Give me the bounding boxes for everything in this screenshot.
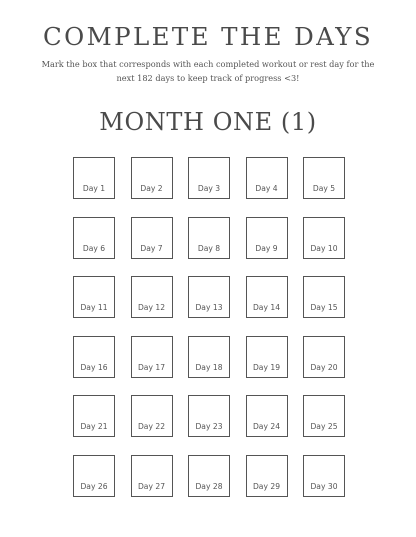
day-label: Day 14 [252, 303, 281, 312]
day-checkbox-19[interactable] [246, 336, 288, 378]
day-checkbox-6[interactable] [73, 217, 115, 259]
day-label: Day 30 [310, 481, 338, 491]
day-checkbox-23[interactable] [188, 395, 230, 437]
day-label: Day 4 [255, 184, 278, 193]
day-checkbox-13[interactable] [188, 276, 230, 318]
day-checkbox-3[interactable] [188, 157, 230, 199]
day-checkbox-21[interactable] [73, 395, 115, 437]
day-label: Day 13 [195, 303, 223, 312]
day-checkbox-25[interactable] [303, 395, 345, 437]
day-checkbox-28[interactable] [188, 455, 230, 497]
day-label: Day 20 [310, 362, 338, 372]
day-checkbox-11[interactable] [73, 276, 115, 318]
day-label: Day 2 [140, 184, 163, 193]
day-checkbox-8[interactable] [188, 217, 230, 259]
day-label: Day 22 [137, 422, 166, 431]
day-label: Day 25 [310, 422, 338, 431]
day-checkbox-30[interactable] [303, 455, 345, 497]
day-label: Day 26 [80, 481, 108, 491]
day-label: Day 11 [80, 303, 108, 312]
day-checkbox-29[interactable] [246, 455, 288, 497]
day-label: Day 10 [310, 243, 338, 253]
day-checkbox-9[interactable] [246, 217, 288, 259]
day-checkbox-27[interactable] [131, 455, 173, 497]
day-label: Day 12 [137, 303, 166, 312]
day-checkbox-5[interactable] [303, 157, 345, 199]
day-checkbox-15[interactable] [303, 276, 345, 318]
day-label: Day 16 [80, 362, 108, 372]
day-label: Day 21 [80, 422, 108, 431]
day-checkbox-22[interactable] [131, 395, 173, 437]
day-checkbox-2[interactable] [131, 157, 173, 199]
page-title: COMPLETE THE DAYS [42, 22, 374, 51]
day-grid [73, 157, 345, 497]
day-label: Day 29 [252, 481, 281, 491]
month-title: MONTH ONE (1) [99, 108, 317, 136]
day-checkbox-12[interactable] [131, 276, 173, 318]
day-checkbox-24[interactable] [246, 395, 288, 437]
day-checkbox-26[interactable] [73, 455, 115, 497]
day-label: Day 27 [137, 481, 166, 491]
day-label: Day 23 [195, 422, 223, 431]
day-checkbox-7[interactable] [131, 217, 173, 259]
day-checkbox-18[interactable] [188, 336, 230, 378]
day-label: Day 19 [252, 362, 281, 372]
day-label: Day 18 [195, 362, 223, 372]
day-label: Day 8 [197, 243, 221, 253]
day-checkbox-4[interactable] [246, 157, 288, 199]
day-label: Day 17 [137, 362, 166, 372]
day-checkbox-17[interactable] [131, 336, 173, 378]
day-checkbox-10[interactable] [303, 217, 345, 259]
day-label: Day 6 [82, 243, 106, 253]
day-label: Day 7 [140, 243, 163, 253]
day-label: Day 15 [310, 303, 338, 312]
day-label: Day 9 [255, 243, 278, 253]
day-label: Day 5 [312, 184, 336, 193]
day-checkbox-16[interactable] [73, 336, 115, 378]
instructions-text: Mark the box that corresponds with each completed workout or rest day for the next 182 days to keep track of progress <3! [41, 59, 375, 83]
day-label: Day 24 [252, 422, 281, 431]
day-label: Day 28 [195, 481, 223, 491]
day-checkbox-1[interactable] [73, 157, 115, 199]
day-label: Day 3 [197, 184, 221, 193]
day-label: Day 1 [82, 184, 106, 193]
day-checkbox-20[interactable] [303, 336, 345, 378]
day-checkbox-14[interactable] [246, 276, 288, 318]
